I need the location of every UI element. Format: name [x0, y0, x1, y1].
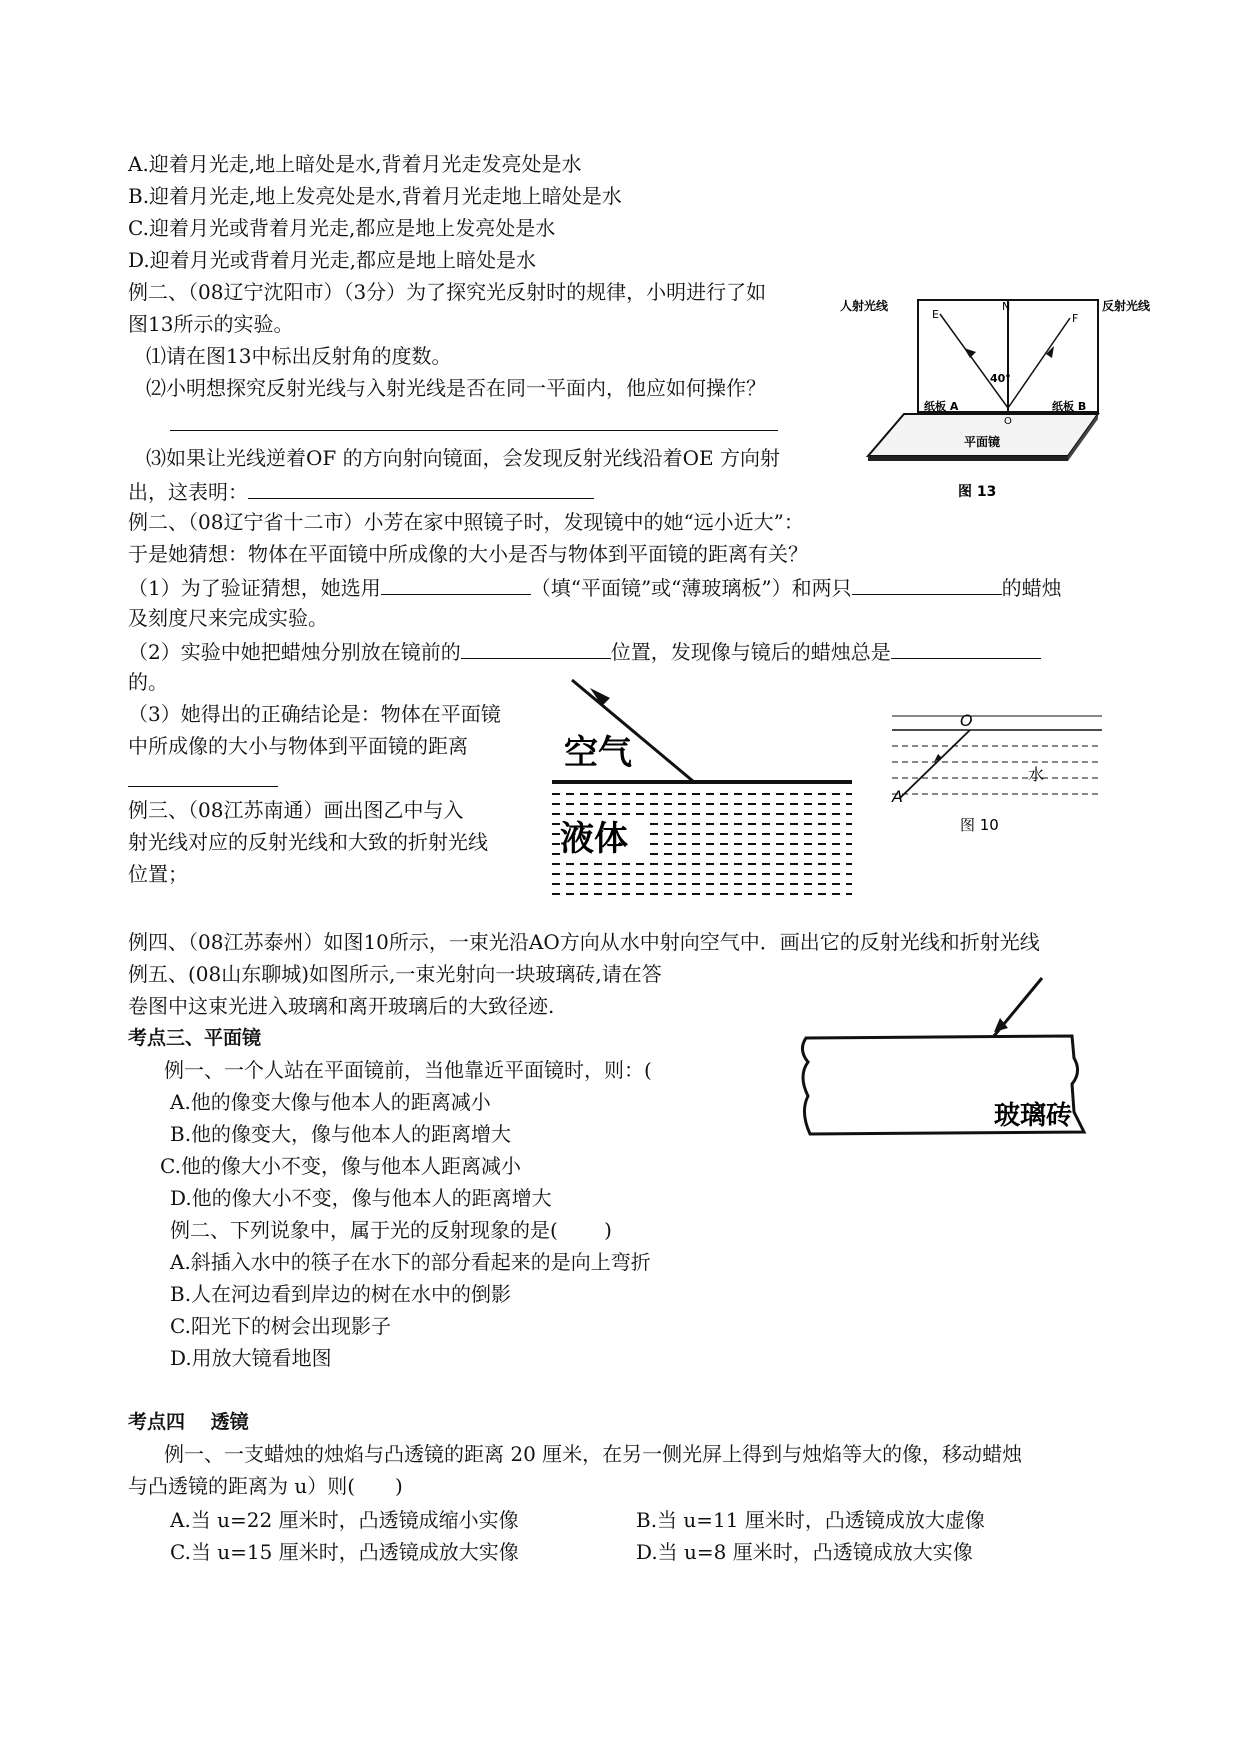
ex2b-q3-l2: 中所成像的大小与物体到平面镜的距离 — [128, 734, 468, 758]
s4-opt-b: B.当 u=11 厘米时，凸透镜成放大虚像 — [636, 1508, 985, 1532]
answer-blank — [461, 636, 611, 659]
answer-blank — [248, 476, 594, 499]
figure-glass-brick — [796, 972, 1096, 1152]
ex5-l2: 卷图中这束光进入玻璃和离开玻璃后的大致径迹. — [128, 994, 555, 1018]
label-angle: 40° — [990, 372, 1011, 385]
ex3-l3: 位置； — [128, 862, 188, 886]
s3-ex1: 例一、一个人站在平面镜前，当他靠近平面镜时，则：( — [164, 1058, 652, 1082]
label-A: A — [892, 787, 903, 806]
ex2b-q1-cont: 及刻度尺来完成实验。 — [128, 606, 328, 630]
section4-title: 考点四 透镜 — [128, 1411, 249, 1433]
label-N: N — [1002, 300, 1011, 313]
s3-ex1-opt-c: C.他的像大小不变，像与他本人距离减小 — [160, 1154, 521, 1178]
s3-ex1-opt-d: D.他的像大小不变，像与他本人的距离增大 — [170, 1186, 552, 1210]
ex2a-q1: ⑴请在图13中标出反射角的度数。 — [146, 344, 452, 368]
s3-ex1-opt-b: B.他的像变大，像与他本人的距离增大 — [170, 1122, 512, 1146]
s4-opt-a: A.当 u=22 厘米时，凸透镜成缩小实像 — [170, 1508, 519, 1532]
s3-ex2-opt-a: A.斜插入水中的筷子在水下的部分看起来的是向上弯折 — [170, 1250, 651, 1274]
label-O: O — [960, 711, 973, 730]
label-F: F — [1072, 312, 1079, 325]
s3-ex2-opt-d: D.用放大镜看地图 — [170, 1346, 332, 1370]
option-c: C.迎着月光或背着月光走,都应是地上发亮处是水 — [128, 216, 556, 240]
answer-line — [128, 786, 278, 787]
s3-ex2-opt-b: B.人在河边看到岸边的树在水中的倒影 — [170, 1282, 512, 1306]
s4-opt-c: C.当 u=15 厘米时，凸透镜成放大实像 — [170, 1540, 519, 1564]
option-b: B.迎着月光走,地上发亮处是水,背着月光走地上暗处是水 — [128, 184, 622, 208]
label-water: 水 — [1028, 765, 1045, 784]
label-incident: 人射光线 — [840, 299, 889, 313]
ex2a-q3-line2: 出，这表明： — [128, 476, 594, 506]
label-O: O — [1004, 416, 1012, 427]
label-board-a: 纸板 A — [924, 400, 959, 413]
ex2b-q2-cont: 的。 — [128, 670, 168, 694]
section3-title: 考点三、平面镜 — [128, 1027, 262, 1049]
ex2b-q3-l1: （3）她得出的正确结论是：物体在平面镜 — [128, 702, 501, 726]
ex3-l2: 射光线对应的反射光线和大致的折射光线 — [128, 830, 488, 854]
label-liquid: 液体 — [560, 819, 628, 859]
answer-blank — [381, 572, 531, 595]
ex2a-line2: 图13所示的实验。 — [128, 312, 294, 336]
label-reflected: 反射光线 — [1102, 299, 1151, 313]
label-board-b: 纸板 B — [1052, 400, 1087, 413]
answer-blank — [852, 572, 1002, 595]
figure-13 — [840, 296, 1151, 506]
label-air: 空气 — [564, 733, 632, 773]
s4-ex1-l1: 例一、一支蜡烛的烛焰与凸透镜的距离 20 厘米，在另一侧光屏上得到与烛焰等大的像，移动蜡烛 — [164, 1442, 1023, 1466]
s3-ex2: 例二、下列说象中，属于光的反射现象的是( ) — [170, 1218, 612, 1242]
figure-air-liquid — [552, 676, 852, 906]
s4-ex1-l2: 与凸透镜的距离为 u）则( ) — [128, 1474, 403, 1498]
ex2b-line1: 例二、（08辽宁省十二市）小芳在家中照镜子时，发现镜中的她“远小近大”： — [128, 510, 804, 534]
figure-10 — [888, 706, 1128, 856]
ex5-l1: 例五、(08山东聊城)如图所示,一束光射向一块玻璃砖,请在答 — [128, 962, 662, 986]
label-E: E — [932, 308, 939, 321]
ex2b-q2: （2）实验中她把蜡烛分别放在镜前的 位置，发现像与镜后的蜡烛总是 — [128, 636, 1041, 666]
figure-10-caption: 图 10 — [960, 816, 999, 834]
ex4: 例四、（08江苏泰州）如图10所示，一束光沿AO方向从水中射向空气中．画出它的反射光线和折射光线 — [128, 930, 1040, 954]
ex2a-q2: ⑵小明想探究反射光线与入射光线是否在同一平面内，他应如何操作？ — [146, 376, 766, 400]
ex2b-line2: 于是她猜想：物体在平面镜中所成像的大小是否与物体到平面镜的距离有关？ — [128, 542, 808, 566]
ex2a-q3-line1: ⑶如果让光线逆着OF 的方向射向镜面，会发现反射光线沿着OE 方向射 — [146, 446, 780, 470]
s3-ex2-opt-c: C.阳光下的树会出现影子 — [170, 1314, 391, 1338]
s4-opt-d: D.当 u=8 厘米时，凸透镜成放大实像 — [636, 1540, 973, 1564]
label-glass: 玻璃砖 — [994, 1101, 1073, 1131]
option-d: D.迎着月光或背着月光走,都应是地上暗处是水 — [128, 248, 537, 272]
answer-blank — [891, 636, 1041, 659]
s3-ex1-opt-a: A.他的像变大像与他本人的距离减小 — [170, 1090, 491, 1114]
ex2b-q1: （1）为了验证猜想，她选用 （填“平面镜”或“薄玻璃板”）和两只 的蜡烛 — [128, 572, 1062, 602]
option-a: A.迎着月光走,地上暗处是水,背着月光走发亮处是水 — [128, 152, 582, 176]
label-mirror: 平面镜 — [964, 435, 1001, 449]
ex2a-line1: 例二、（08辽宁沈阳市）（3分）为了探究光反射时的规律，小明进行了如 — [128, 280, 767, 304]
answer-line — [170, 430, 778, 431]
figure-13-caption: 图 13 — [958, 484, 997, 500]
ex3-l1: 例三、（08江苏南通）画出图乙中与入 — [128, 798, 464, 822]
